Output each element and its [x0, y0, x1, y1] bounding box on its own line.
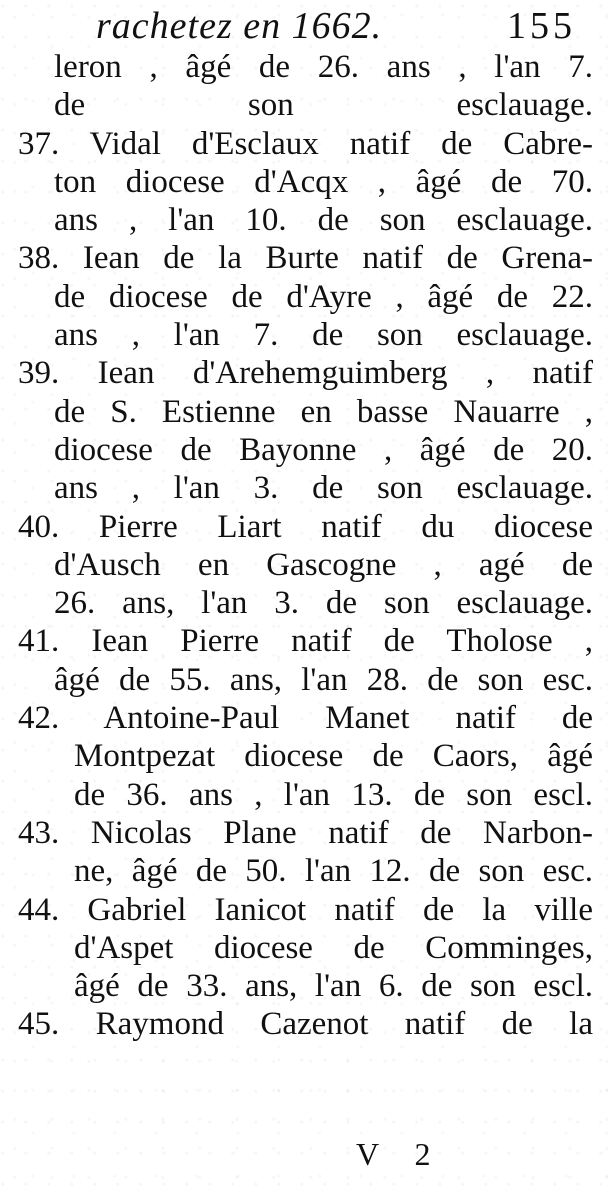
- text-line: âgé de 55. ans, l'an 28. de son esc.: [54, 661, 593, 698]
- body-text: [18, 48, 593, 1044]
- text-line: diocese de Bayonne , âgé de 20.: [54, 431, 593, 468]
- entry-first-line: 43. Nicolas Plane natif de Narbon-: [18, 814, 593, 851]
- page-number: 155: [507, 5, 576, 47]
- running-title: rachetez en 1662.: [96, 5, 383, 47]
- entry-first-line: 37. Vidal d'Esclaux natif de Cabre-: [18, 125, 593, 162]
- text-line: âgé de 33. ans, l'an 6. de son escl.: [74, 968, 593, 1005]
- page-header: [96, 4, 576, 48]
- text-line: ans , l'an 7. de son esclauage.: [54, 317, 593, 354]
- text-line: de son esclauage.: [54, 87, 593, 124]
- entry-first-line: 40. Pierre Liart natif du diocese: [18, 508, 593, 545]
- entry-first-line: 44. Gabriel Ianicot natif de la ville: [18, 891, 593, 928]
- text-line: de 36. ans , l'an 13. de son escl.: [74, 776, 593, 813]
- text-line: leron , âgé de 26. ans , l'an 7.: [54, 49, 593, 85]
- text-line: d'Ausch en Gascogne , agé de: [54, 546, 593, 583]
- text-line: d'Aspet diocese de Comminges,: [74, 929, 593, 966]
- entry-first-line: 41. Iean Pierre natif de Tholose ,: [18, 623, 593, 660]
- text-line: Montpezat diocese de Caors, âgé: [74, 738, 593, 775]
- text-line: ans , l'an 10. de son esclauage.: [54, 202, 593, 239]
- entry-first-line: 45. Raymond Cazenot natif de la: [18, 1006, 593, 1043]
- text-line: de S. Estienne en basse Nauarre ,: [54, 393, 593, 430]
- text-line: 26. ans, l'an 3. de son esclauage.: [54, 585, 593, 622]
- text-line: ton diocese d'Acqx , âgé de 70.: [54, 163, 593, 200]
- text-line: de diocese de d'Ayre , âgé de 22.: [54, 278, 593, 315]
- text-line: ans , l'an 3. de son esclauage.: [54, 470, 593, 507]
- entry-first-line: 38. Iean de la Burte natif de Grena-: [18, 240, 593, 277]
- signature-mark: V 2: [356, 1136, 445, 1172]
- text-line: ne, âgé de 50. l'an 12. de son esc.: [74, 853, 593, 890]
- entry-first-line: 42. Antoine-Paul Manet natif de: [18, 700, 593, 737]
- entry-first-line: 39. Iean d'Arehemguimberg , natif: [18, 355, 593, 392]
